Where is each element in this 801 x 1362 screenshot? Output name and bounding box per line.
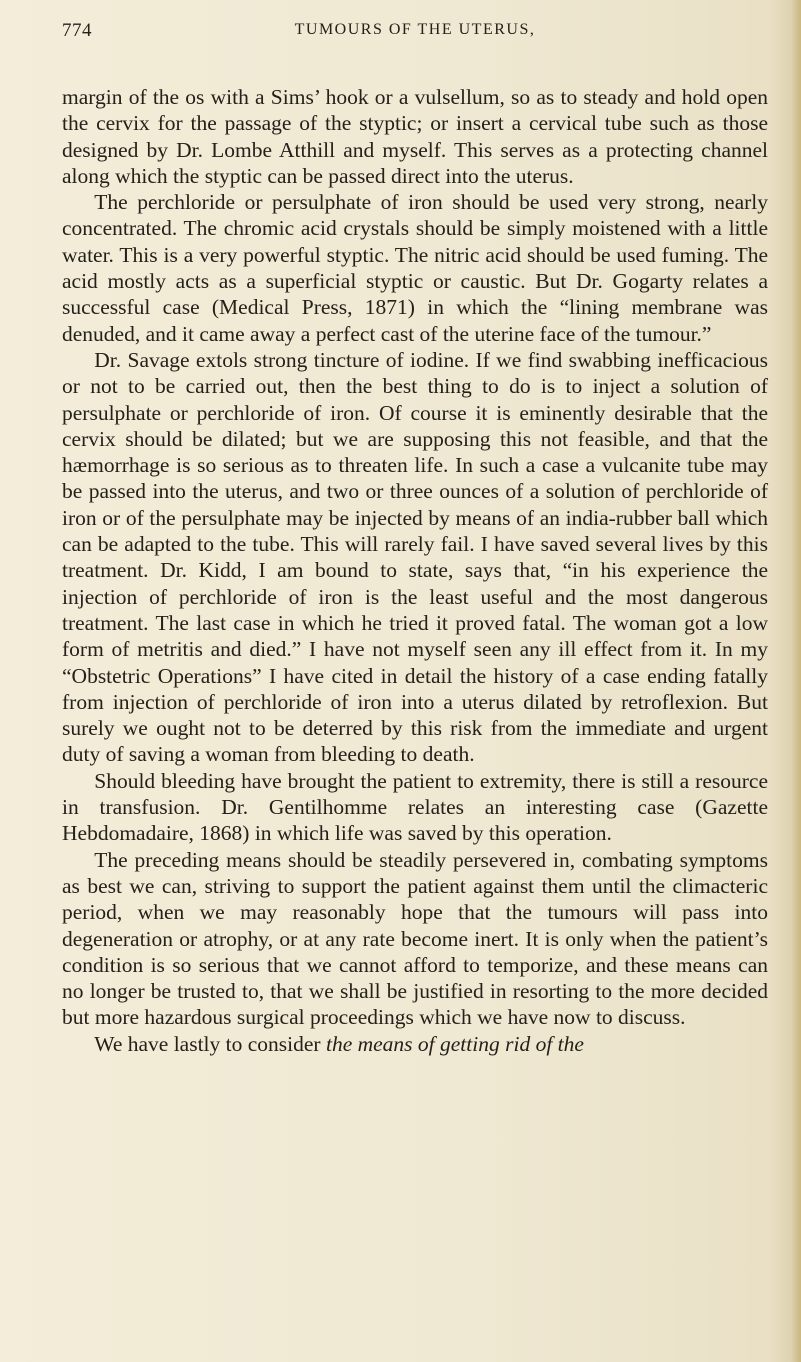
page-number: 774	[62, 20, 92, 41]
last-line	[62, 1031, 768, 1057]
last-line-text: We have lastly to consider	[94, 1031, 326, 1056]
page-edge-shadow	[791, 0, 801, 1362]
paragraph: Dr. Savage extols strong tincture of iodine. If we find swabbing inefficacious or not to be carried out, then the best thing to do is to inject a solution of persulphate or perchloride of iron. Of course it is eminently desirable that the cervix should be dilated; but we are supposing this not feasible, and that the hæmorrhage is so serious as to threaten life. In such a case a vulcanite tube may be passed into the uterus, and two or three ounces of a solution of perchloride of iron or of the persulphate may be injected by means of an india-rubber ball which can be adapted to the tube. This will rarely fail. I have saved several lives by this treatment. Dr. Kidd, I am bound to state, says that, “in his experience the injection of perchloride of iron is the least useful and the most dangerous treatment. The last case in which he tried it proved fatal. The woman got a low form of metritis and died.” I have not myself seen any ill effect from it. In my “Obstetric Operations” I have cited in detail the history of a case ending fatally from injection of perchloride of iron into a uterus dilated by retroflexion. But surely we ought not to be deterred by this risk from the immediate and urgent duty of saving a woman from bleeding to death.	[62, 347, 768, 767]
paragraph: The preceding means should be steadily persevered in, combating symptoms as best we can, striving to support the patient against them until the climacteric period, when we may reasonably hope that the tumours will pass into degeneration or atrophy, or at any rate become inert. It is only when the patient’s condition is so serious that we cannot afford to temporize, and these means can no longer be trusted to, that we shall be justified in resorting to the more decided but more hazardous surgical proceedings which we have now to discuss.	[62, 847, 768, 1030]
page-header	[62, 20, 768, 50]
body-text	[62, 84, 768, 1057]
last-line-italic: the means of getting rid of the	[325, 1031, 584, 1056]
paragraph: The perchloride or persulphate of iron should be used very strong, nearly concentrated. The chromic acid crystals should be simply moistened with a little water. This is a very powerful styptic. The nitric acid should be used fuming. The acid mostly acts as a superficial styptic or caustic. But Dr. Gogarty relates a successful case (Medical Press, 1871) in which the “lining membrane was denuded, and it came away a perfect cast of the uterine face of the tumour.”	[62, 190, 768, 346]
paragraph: Should bleeding have brought the patient to extremity, there is still a resource in transfusion. Dr. Gentilhomme relates an interesting case (Gazette Hebdomadaire, 1868) in which life was saved by this operation.	[62, 768, 768, 846]
running-title: TUMOURS OF THE UTERUS,	[294, 21, 536, 38]
paragraph: margin of the os with a Sims’ hook or a vulsellum, so as to steady and hold open the cervix for the passage of the styptic; or insert a cervical tube such as those designed by Dr. Lombe Atthill and myself. This serves as a protecting channel along which the styptic can be passed direct into the uterus.	[62, 85, 768, 188]
